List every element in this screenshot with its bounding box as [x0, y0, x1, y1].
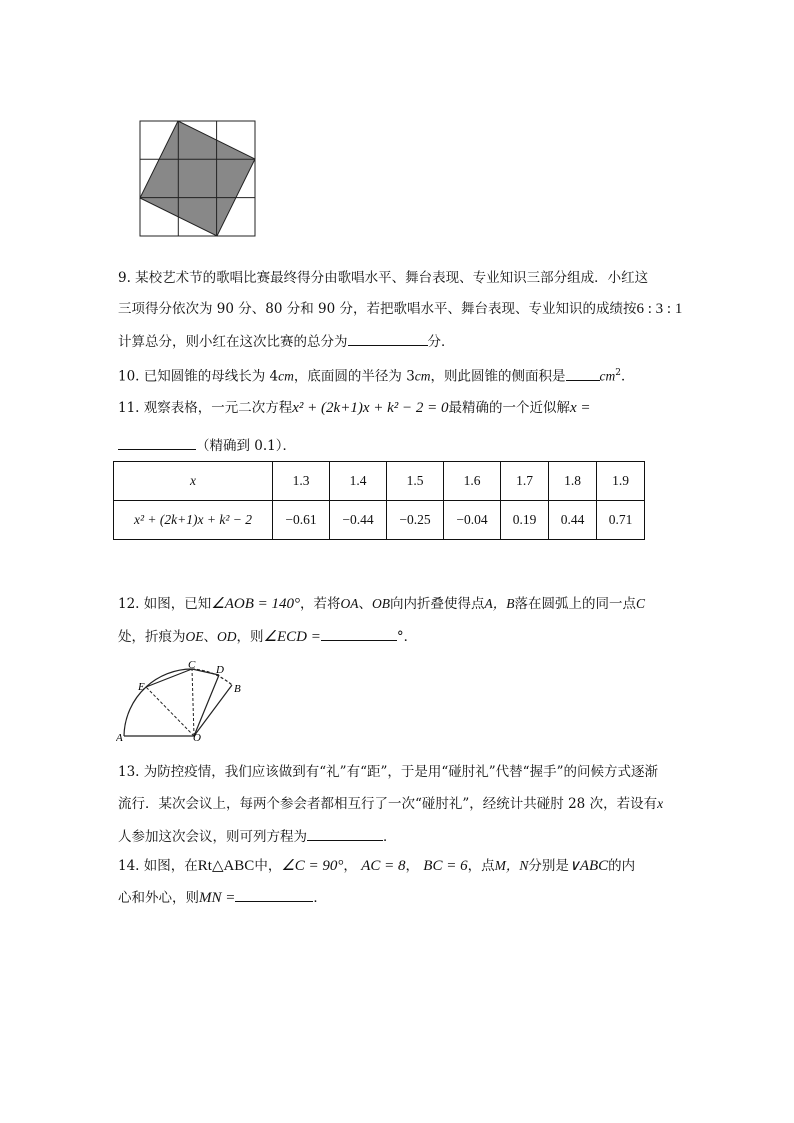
q12-line2-pre: 处，折痕为 — [118, 629, 186, 645]
q14-line1-pre: 14. 如图，在 — [118, 858, 198, 874]
label-B: B — [234, 683, 241, 695]
q14-line1-post: 分别是 — [528, 858, 569, 874]
q14-zhong: 中， — [254, 858, 282, 874]
q14-mn: M，N — [494, 858, 529, 873]
q11-pre: 11. 观察表格，一元二次方程 — [118, 400, 293, 416]
segment-EC — [146, 669, 192, 687]
table-cell: −0.44 — [330, 501, 387, 540]
arc-AE — [124, 687, 146, 736]
q12-ab: A，B — [484, 596, 515, 611]
q10-answer-blank[interactable] — [566, 366, 600, 381]
table-cell: 1.8 — [549, 462, 597, 501]
q14-line2 — [118, 887, 327, 908]
q11-line1 — [118, 398, 591, 418]
q9-ratio: 6 : 3 : 1 — [636, 301, 683, 317]
q12-oe: OE — [185, 629, 204, 644]
q14-line2-pre: 心和外心，则 — [118, 890, 199, 906]
q14-ac: AC = 8 — [361, 858, 406, 874]
q12-line2-mid: ，则 — [236, 629, 264, 645]
q14-bc: BC = 6 — [423, 858, 468, 874]
table-cell: 1.7 — [501, 462, 549, 501]
q14-line1-end: 的内 — [608, 858, 636, 874]
table-cell: 1.5 — [387, 462, 444, 501]
q10-end: ． — [621, 368, 635, 385]
q14-pts-pre: ，点 — [467, 858, 495, 874]
q13-line2-text: 流行．某次会议上，每两个参会者都相互行了一次“碰肘礼”，经统计共碰肘 28 次，若设有 — [118, 796, 658, 812]
table-cell: 1.9 — [597, 462, 645, 501]
q13-answer-blank[interactable] — [307, 826, 383, 841]
table-cell: 0.19 — [501, 501, 549, 540]
q12-od: OD — [217, 629, 237, 644]
q10-unit3: cm — [599, 368, 616, 384]
q13-var: x — [657, 796, 664, 811]
q14-rt: Rt△ABC — [197, 858, 255, 874]
q11-mid: 最精确的一个近似解 — [448, 400, 570, 416]
q11-line2 — [118, 435, 296, 456]
arc-CB — [192, 669, 232, 685]
q13-line3 — [118, 826, 397, 847]
table-cell: −0.04 — [444, 501, 501, 540]
table-cell: 0.71 — [597, 501, 645, 540]
q12-sep: 、 — [358, 596, 372, 612]
table-row-x — [114, 462, 645, 501]
q12-line1-end: 落在圆弧上的同一点 — [514, 596, 636, 612]
q12-ecd: ∠ECD = — [263, 629, 321, 645]
table-row-label-expression: x² + (2k+1)x + k² − 2 — [114, 501, 273, 540]
q12-ob: OB — [372, 596, 390, 611]
q10-mid: ，底面圆的半径为 3 — [293, 368, 415, 385]
q12-c: C — [636, 596, 646, 611]
q11-answer-blank[interactable] — [118, 435, 196, 450]
q12-answer-blank[interactable] — [321, 626, 397, 641]
q14-mn-eq: MN = — [199, 890, 236, 906]
segment-OB — [194, 685, 232, 736]
table-cell: 1.6 — [444, 462, 501, 501]
q14-answer-blank[interactable] — [235, 887, 313, 902]
q12-fold-diagram — [116, 660, 256, 742]
q10-pre: 10. 已知圆锥的母线长为 4 — [118, 368, 279, 385]
q12-line1 — [118, 594, 645, 614]
q10-line — [118, 363, 635, 387]
label-C: C — [188, 660, 196, 671]
table-row-label-x: x — [114, 462, 273, 501]
q11-table — [113, 461, 645, 540]
q9-line3 — [118, 331, 455, 352]
table-row-expression — [114, 501, 645, 540]
segment-CD — [192, 669, 219, 675]
label-A: A — [116, 732, 123, 742]
q9-line2 — [118, 299, 682, 319]
q10-post: ，则此圆锥的侧面积是 — [430, 368, 566, 385]
label-D: D — [216, 664, 224, 676]
q13-line2 — [118, 794, 663, 814]
label-E: E — [138, 681, 145, 693]
q12-line2-post: °． — [396, 629, 418, 645]
q12-line1-mid: ，若将 — [300, 596, 341, 612]
q9-answer-blank[interactable] — [348, 331, 428, 346]
q9-line2-text: 三项得分依次为 90 分、80 分和 90 分，若把歌唱水平、舞台表现、专业知识的成绩按 — [118, 301, 637, 317]
q12-oa: OA — [340, 596, 359, 611]
q14-line2-post: ． — [313, 890, 327, 906]
q13-line3-post: ． — [383, 829, 397, 845]
q11-var: x = — [570, 400, 591, 416]
q9-line3-pre: 计算总分，则小红在这次比赛的总分为 — [118, 334, 348, 350]
q12-line1-post: 向内折叠使得点 — [390, 596, 485, 612]
segment-OE — [146, 687, 194, 736]
segment-OD — [194, 675, 219, 736]
q12-angle: ∠AOB = 140° — [211, 596, 300, 612]
q10-sup: 2 — [615, 368, 622, 378]
label-O: O — [193, 732, 201, 742]
table-cell: −0.61 — [273, 501, 330, 540]
q13-line3-pre: 人参加这次会议，则可列方程为 — [118, 829, 307, 845]
shaded-tilted-square — [140, 121, 255, 236]
q9-line1: 9. 某校艺术节的歌唱比赛最终得分由歌唱水平、舞台表现、专业知识三部分组成．小红这 — [118, 270, 649, 286]
q9-line3-post: 分． — [427, 334, 455, 350]
q11-equation: x² + (2k+1)x + k² − 2 = 0 — [292, 400, 449, 416]
q12-line1-pre: 12. 如图，已知 — [118, 596, 212, 612]
q14-tri: ∨ABC — [568, 858, 609, 874]
segment-OC — [192, 669, 194, 736]
table-cell: −0.25 — [387, 501, 444, 540]
q10-unit2: cm — [414, 368, 431, 384]
grid-square-figure — [138, 119, 258, 239]
q10-unit1: cm — [278, 368, 294, 384]
table-cell: 1.3 — [273, 462, 330, 501]
q12-line2 — [118, 626, 417, 647]
q12-sep2: 、 — [203, 629, 217, 645]
q11-post: （精确到 0.1）． — [196, 438, 297, 454]
q14-c-angle: ∠C = 90° — [281, 858, 344, 874]
q14-line1: 14. 如图，在Rt△ABC中，∠C = 90°， AC = 8， BC = 6，点M，N分别是∨ABC的内 — [118, 858, 636, 874]
table-cell: 0.44 — [549, 501, 597, 540]
table-cell: 1.4 — [330, 462, 387, 501]
q13-line1: 13. 为防控疫情，我们应该做到有“礼”有“距”，于是用“碰肘礼”代替“握手”的问候方式逐渐 — [118, 764, 658, 780]
